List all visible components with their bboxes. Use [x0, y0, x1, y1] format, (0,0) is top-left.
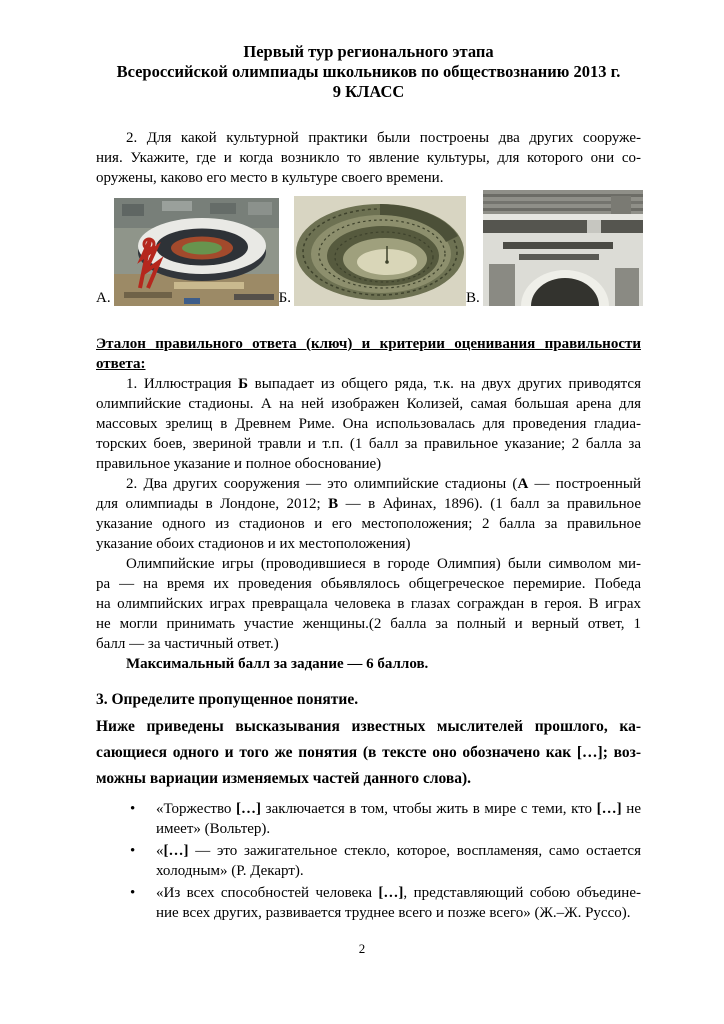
bullet-icon: •: [130, 843, 136, 859]
photo-london-olympic-stadium: [114, 198, 279, 306]
illustration-a: [96, 198, 279, 306]
answer-key-point-1: 1. Иллюстрация Б выпадает из общего ряда, т.к. на двух других приводятся олимпийские стадионы. А на ней изображен Колизей, самая большая арена для массовых зрелищ в Древнем Риме. Она использовалась для проведения гладиа- торских боев, звериной травли и т.п. (1 балл за правильное указание; 2 балла за правильное указание и полное обоснование): [96, 376, 641, 472]
illustrations-row: [96, 190, 641, 306]
quote-item-rousseau: [96, 883, 641, 923]
question-2-text: 2. Для какой культурной практики были построены два других сооруже- ния. Укажите, где и когда возникло то явление культуры, для которого они со- оружены, каково его место в культуре своего времени.: [96, 130, 641, 186]
answer-key-heading: Эталон правильного ответа (ключ) и критерии оценивания правильности ответа:: [96, 336, 641, 372]
document-title: Первый тур регионального этапа Всероссийской олимпиады школьников по обществознанию 2013 г. 9 КЛАСС: [116, 42, 621, 101]
photo-athens-1896-stadium: [483, 190, 643, 306]
task-3-heading: 3. Определите пропущенное понятие.: [96, 691, 359, 708]
illustration-v: [466, 190, 643, 306]
quote-text: «[…] — это зажигательное стекло, которое, воспламеняя, само остается холодным» (Р. Декарт).: [156, 843, 641, 879]
quote-item-voltaire: [96, 799, 641, 839]
quote-text: «Из всех способностей человека […], представляющий собою объедине- ние всех других, развивается труднее всего и позже всего» (Ж.–Ж. Руссо).: [156, 885, 641, 921]
max-score-line: Максимальный балл за задание — 6 баллов.: [126, 656, 429, 672]
page-number: 2: [358, 941, 366, 956]
illustration-b: [279, 196, 466, 306]
bullet-icon: •: [130, 801, 136, 817]
quote-item-descartes: [96, 841, 641, 881]
task-3-intro: Ниже приведены высказывания известных мыслителей прошлого, ка- сающиеся одного и того же понятия (в тексте оно обозначено как […]; воз- можны вариации изменяемых частей данного слова).: [96, 718, 641, 787]
quote-text: «Торжество […] заключается в том, чтобы жить в мире с теми, кто […] не имеет» (Вольтер).: [156, 801, 641, 837]
answer-key-point-2: 2. Два других сооружения — это олимпийские стадионы (А — построенный для олимпиады в Лондоне, 2012; В — в Афинах, 1896). (1 балл за правильное указание одного из стадионов и его местоположения; 2 балла за правильное указание обоих стадионов и их местоположения): [96, 476, 642, 552]
quotes-list: [96, 799, 641, 923]
answer-key-note: Олимпийские игры (проводившиеся в городе Олимпия) были символом ми- ра — на время их проведения обьявлялось общегреческое перемирие. Победа на олимпийских играх превращала человека в глазах сограждан в героя. В играх не могли принимать участие женщины.(2 балла за полный и верный ответ, 1 балл — за частичный ответ.): [96, 556, 641, 652]
engraving-colosseum: [294, 196, 466, 306]
bullet-icon: •: [130, 885, 136, 901]
illustration-a-label: А.: [96, 290, 111, 306]
illustration-b-label: Б.: [278, 290, 291, 306]
illustration-v-label: В.: [465, 290, 480, 306]
